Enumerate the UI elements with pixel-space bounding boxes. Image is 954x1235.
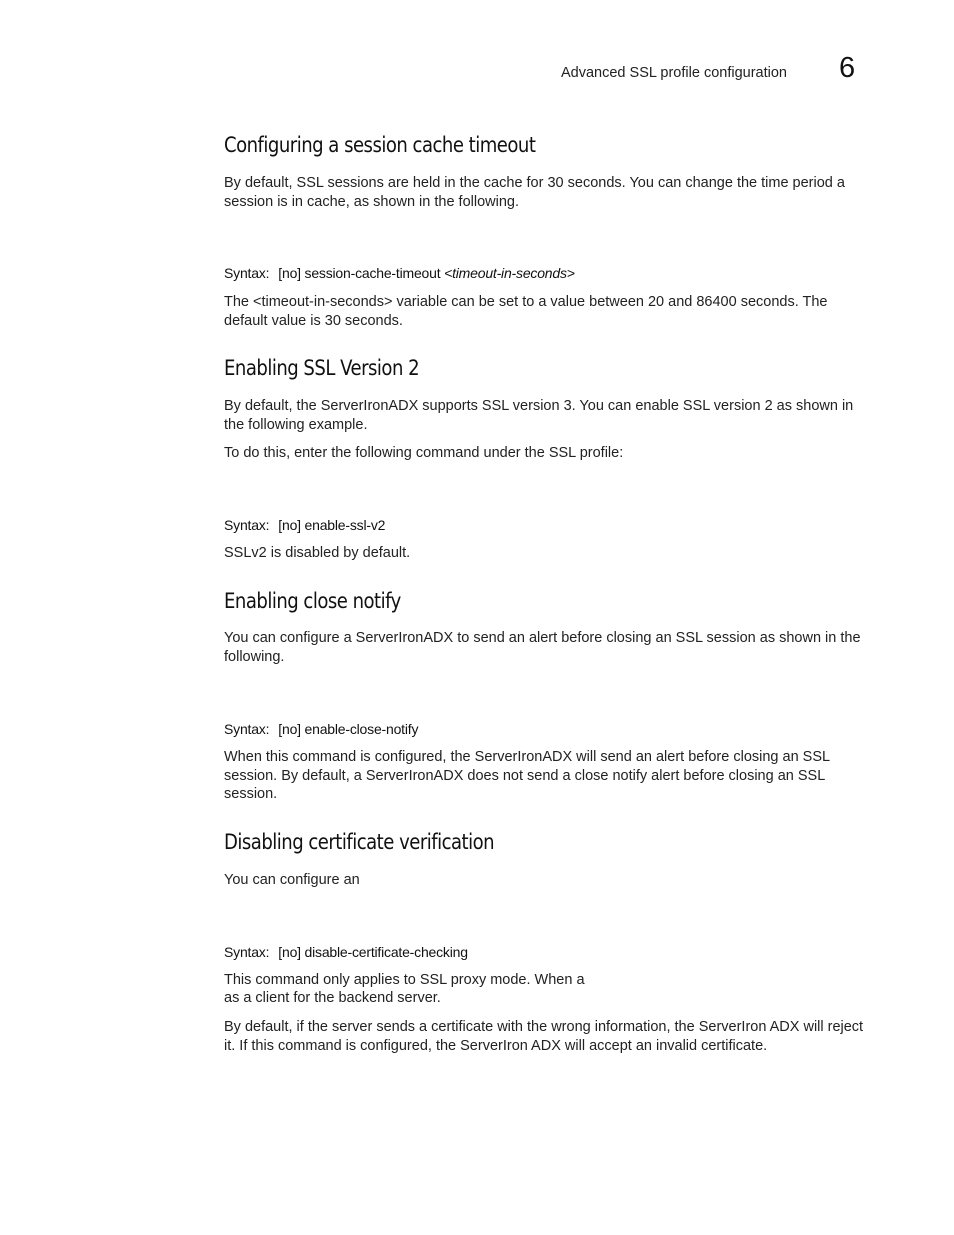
syntax-disable-certificate-checking [224, 944, 468, 960]
running-header-title: Advanced SSL profile configuration [561, 65, 787, 81]
syntax-enable-ssl-v2 [224, 517, 385, 533]
syntax-command: [no] enable-close-notify [278, 721, 419, 737]
section-heading-disable-certificate-verification: Disabling certificate verification [224, 830, 495, 854]
syntax-label: Syntax: [224, 721, 270, 737]
section-intro-disable-certificate-verification: You can configure an [224, 872, 360, 888]
note-proxy-mode-line2: as a client for the backend server. [224, 990, 441, 1006]
syntax-label: Syntax: [224, 944, 270, 960]
syntax-label: Syntax: [224, 265, 270, 281]
syntax-label: Syntax: [224, 517, 270, 533]
note-sslv2-default: SSLv2 is disabled by default. [224, 545, 411, 561]
section-intro-ssl-version-2: By default, the ServerIronADX supports SSL version 3. You can enable SSL version 2 as shown in the following example. [224, 398, 854, 433]
section-heading-session-cache-timeout: Configuring a session cache timeout [224, 133, 536, 157]
syntax-enable-close-notify [224, 721, 418, 737]
note-invalid-certificate: By default, if the server sends a certificate with the wrong information, the ServerIron ADX will reject it. If this command is configured, the ServerIron ADX will accept an invalid certificate. [224, 1019, 864, 1054]
syntax-command: [no] enable-ssl-v2 [278, 517, 386, 533]
section-intro-session-cache-timeout: By default, SSL sessions are held in the cache for 30 seconds. You can change the time period a session is in cache, as shown in the following. [224, 175, 845, 210]
syntax-command: [no] session-cache-timeout [278, 265, 441, 281]
syntax-argument: <timeout-in-seconds> [444, 265, 575, 281]
section-heading-ssl-version-2: Enabling SSL Version 2 [224, 356, 420, 380]
section-heading-close-notify: Enabling close notify [224, 589, 401, 613]
section-intro-close-notify: You can configure a ServerIronADX to send an alert before closing an SSL session as shown in the following. [224, 630, 861, 665]
note-close-notify-behavior: When this command is configured, the ServerIronADX will send an alert before closing an SSL session. By default, a ServerIronADX does not send a close notify alert before closing an SSL session. [224, 749, 830, 803]
note-timeout-range: The <timeout-in-seconds> variable can be set to a value between 20 and 86400 seconds. The default value is 30 seconds. [224, 294, 828, 329]
chapter-number: 6 [839, 52, 856, 84]
section-intro2-ssl-version-2: To do this, enter the following command under the SSL profile: [224, 445, 624, 461]
syntax-command: [no] disable-certificate-checking [278, 944, 468, 960]
syntax-session-cache-timeout [224, 265, 575, 281]
note-proxy-mode-line1: This command only applies to SSL proxy mode. When a [224, 972, 585, 988]
